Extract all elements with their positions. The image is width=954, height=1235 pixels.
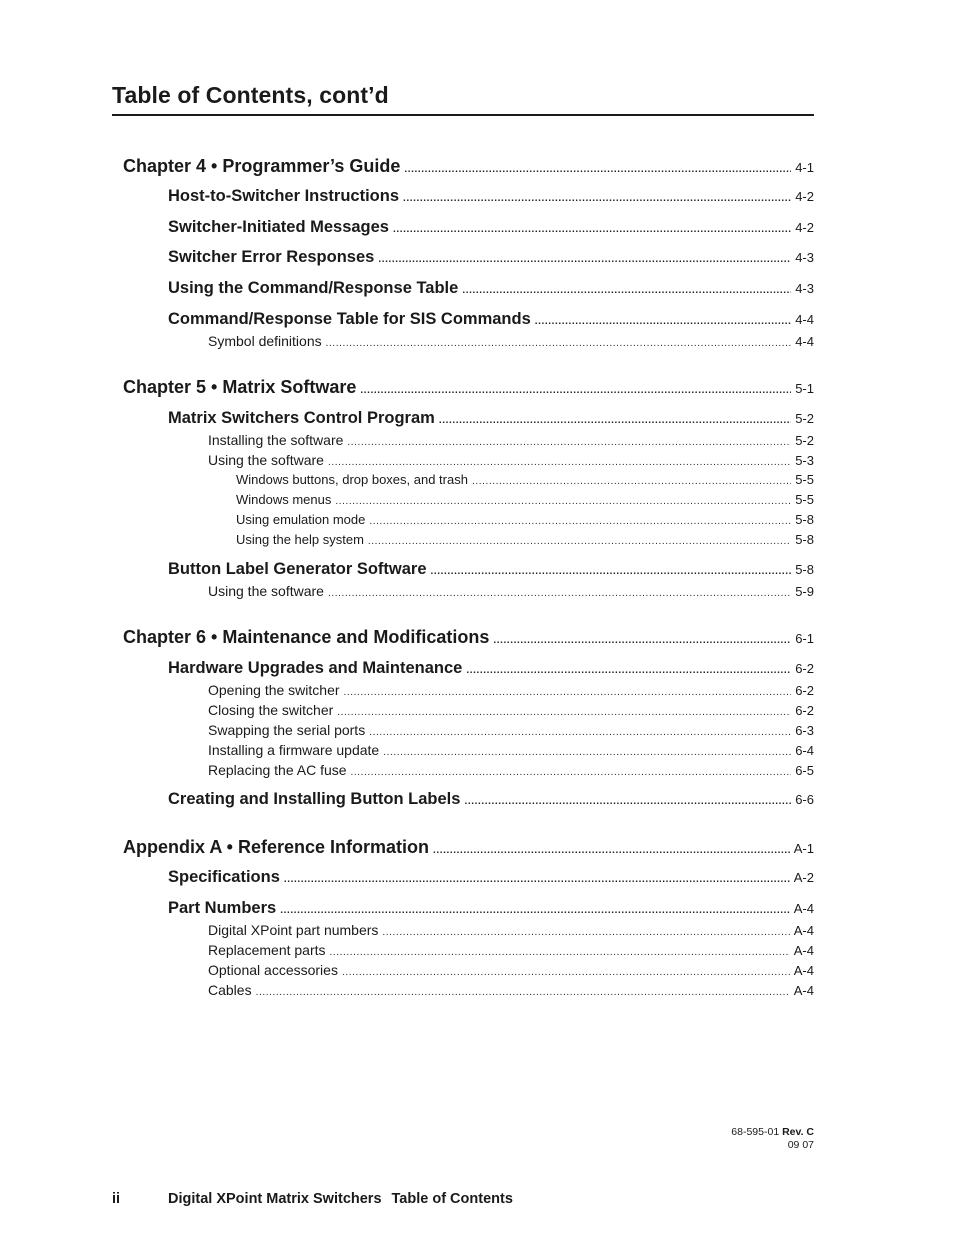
toc-entry-page: 5-3 — [795, 453, 814, 468]
toc-entry — [123, 627, 814, 648]
toc-entry — [236, 512, 814, 527]
toc-entry-title: Opening the switcher — [208, 682, 340, 698]
toc-entry — [236, 492, 814, 507]
toc-entry-page: 6-2 — [795, 661, 814, 676]
toc-entry-title: Host-to-Switcher Instructions — [168, 187, 400, 205]
toc-entry-page: 5-5 — [795, 492, 814, 507]
toc-entry-title: Using the help system — [236, 532, 364, 547]
toc-entry — [236, 472, 814, 487]
toc-entry-page: 5-8 — [795, 562, 814, 577]
footer-page-number: ii — [112, 1191, 121, 1207]
dot-leader — [342, 967, 790, 978]
toc-entry-page: 4-2 — [795, 220, 814, 235]
dot-leader — [344, 687, 792, 698]
toc-entry-page: 6-2 — [795, 703, 814, 718]
dot-leader — [378, 254, 791, 265]
dot-leader — [462, 285, 791, 296]
dot-leader — [337, 707, 791, 718]
dot-leader — [404, 164, 791, 175]
dot-leader — [347, 437, 791, 448]
toc-entry-page: 5-2 — [795, 433, 814, 448]
toc-entry-page: 5-9 — [795, 584, 814, 599]
toc-entry — [208, 722, 814, 738]
toc-entry-page: A-4 — [793, 901, 814, 916]
toc-entry-title: Switcher-Initiated Messages — [168, 218, 389, 236]
dot-leader — [493, 635, 791, 646]
toc-entry-title: Chapter 5 • Matrix Software — [123, 377, 357, 397]
toc-entry-title: Chapter 6 • Maintenance and Modifications — [123, 627, 490, 647]
toc-entry-title: Installing a firmware update — [208, 742, 380, 758]
toc-entry — [208, 432, 814, 448]
dot-leader — [280, 905, 790, 916]
toc-entry — [168, 279, 814, 298]
dot-leader — [433, 845, 790, 856]
toc-entry-title: Cables — [208, 982, 252, 998]
toc-entry-page: 6-1 — [795, 631, 814, 646]
toc-entry-page: 5-8 — [795, 512, 814, 527]
toc-entry — [208, 942, 814, 958]
dot-leader — [393, 224, 791, 235]
toc-entry-title: Chapter 4 • Programmer’s Guide — [123, 156, 401, 176]
toc-entry-page: A-1 — [793, 841, 814, 856]
toc-entry-title: Windows menus — [236, 492, 332, 507]
toc-entry-page: 5-2 — [795, 411, 814, 426]
dot-leader — [328, 588, 791, 599]
toc-entry — [236, 532, 814, 547]
page-title: Table of Contents, cont’d — [112, 82, 389, 108]
toc-entry-page: 4-4 — [795, 312, 814, 327]
toc-entry-title: Creating and Installing Button Labels — [168, 790, 461, 808]
dot-leader — [335, 496, 791, 507]
dot-leader — [368, 536, 791, 547]
toc-entry-page: A-4 — [793, 983, 814, 998]
toc-entry — [168, 659, 814, 678]
toc-entry-title: Part Numbers — [168, 899, 277, 917]
dot-leader — [466, 665, 791, 676]
toc-entry-title: Appendix A • Reference Information — [123, 837, 430, 857]
dot-leader — [382, 927, 789, 938]
footer-section: Table of Contents — [391, 1191, 513, 1207]
page-footer — [112, 1191, 513, 1207]
toc-entry-title: Symbol definitions — [208, 333, 322, 349]
toc-entry — [208, 922, 814, 938]
dot-leader — [326, 338, 792, 349]
toc-entry-title: Using the software — [208, 452, 324, 468]
toc-entry-page: 4-4 — [795, 334, 814, 349]
toc-entry — [123, 837, 814, 858]
toc-entry-title: Optional accessories — [208, 962, 338, 978]
toc-entry-page: 5-5 — [795, 472, 814, 487]
toc-entry — [123, 377, 814, 398]
dot-leader — [328, 457, 791, 468]
toc-entry-title: Digital XPoint part numbers — [208, 922, 379, 938]
dot-leader — [464, 796, 791, 807]
toc-entry — [168, 899, 814, 918]
doc-date: 09 07 — [787, 1139, 814, 1151]
toc-entry-title: Command/Response Table for SIS Commands — [168, 310, 531, 328]
toc-entry — [208, 333, 814, 349]
toc-entry-page: 4-2 — [795, 189, 814, 204]
toc-entry-page: 6-3 — [795, 723, 814, 738]
dot-leader — [431, 566, 792, 577]
toc-entry — [123, 156, 814, 177]
dot-leader — [351, 767, 792, 778]
toc-entry — [168, 560, 814, 579]
doc-code: 68-595-01 — [731, 1126, 780, 1138]
toc-entry — [208, 452, 814, 468]
toc-entry — [168, 409, 814, 428]
toc-entry-page: A-4 — [793, 963, 814, 978]
dot-leader — [284, 874, 790, 885]
title-rule — [112, 114, 814, 116]
toc-entry-title: Using the Command/Response Table — [168, 279, 459, 297]
toc-entry-page: 6-6 — [795, 792, 814, 807]
dot-leader — [383, 747, 791, 758]
toc-entry — [168, 218, 814, 237]
toc-entry-page: 4-3 — [795, 250, 814, 265]
toc-entry-title: Swapping the serial ports — [208, 722, 366, 738]
toc-entry — [208, 762, 814, 778]
toc-entry-title: Specifications — [168, 868, 280, 886]
toc-entry-title: Using emulation mode — [236, 512, 366, 527]
toc-entry-title: Replacement parts — [208, 942, 326, 958]
toc-entry-page: 4-3 — [795, 281, 814, 296]
dot-leader — [369, 516, 791, 527]
toc-entry-page: A-4 — [793, 943, 814, 958]
toc-entry-page: 6-4 — [795, 743, 814, 758]
dot-leader — [256, 987, 790, 998]
toc-entry-title: Hardware Upgrades and Maintenance — [168, 659, 463, 677]
dot-leader — [472, 476, 791, 487]
toc-entry — [208, 742, 814, 758]
toc-entry — [208, 962, 814, 978]
toc-entry — [208, 682, 814, 698]
toc-entry-title: Using the software — [208, 583, 324, 599]
dot-leader — [439, 415, 791, 426]
toc-entry-page: 4-1 — [795, 160, 814, 175]
dot-leader — [369, 727, 791, 738]
toc-entry — [208, 982, 814, 998]
toc-entry-page: 5-1 — [795, 381, 814, 396]
toc-entry — [208, 583, 814, 599]
document-number — [731, 1126, 814, 1152]
toc-entry — [168, 868, 814, 887]
toc-entry-page: 6-5 — [795, 763, 814, 778]
dot-leader — [360, 385, 791, 396]
footer-product: Digital XPoint Matrix Switchers — [168, 1191, 382, 1207]
toc-entry-page: A-2 — [793, 870, 814, 885]
toc-entry-title: Switcher Error Responses — [168, 248, 375, 266]
dot-leader — [535, 316, 791, 327]
toc-entry-page: 5-8 — [795, 532, 814, 547]
toc-entry — [208, 702, 814, 718]
toc-entry-title: Closing the switcher — [208, 702, 334, 718]
dot-leader — [403, 193, 791, 204]
toc-entry-title: Matrix Switchers Control Program — [168, 409, 435, 427]
toc-entry-title: Installing the software — [208, 432, 344, 448]
dot-leader — [330, 947, 790, 958]
toc-entry-title: Windows buttons, drop boxes, and trash — [236, 472, 468, 487]
toc-entry-title: Button Label Generator Software — [168, 560, 427, 578]
toc-entry — [168, 248, 814, 267]
toc-entry-title: Replacing the AC fuse — [208, 762, 347, 778]
toc-entry-page: A-4 — [793, 923, 814, 938]
toc-entry-page: 6-2 — [795, 683, 814, 698]
toc-entry — [168, 187, 814, 206]
toc-entry — [168, 790, 814, 809]
doc-revision: Rev. C — [782, 1126, 814, 1138]
toc-entry — [168, 310, 814, 329]
